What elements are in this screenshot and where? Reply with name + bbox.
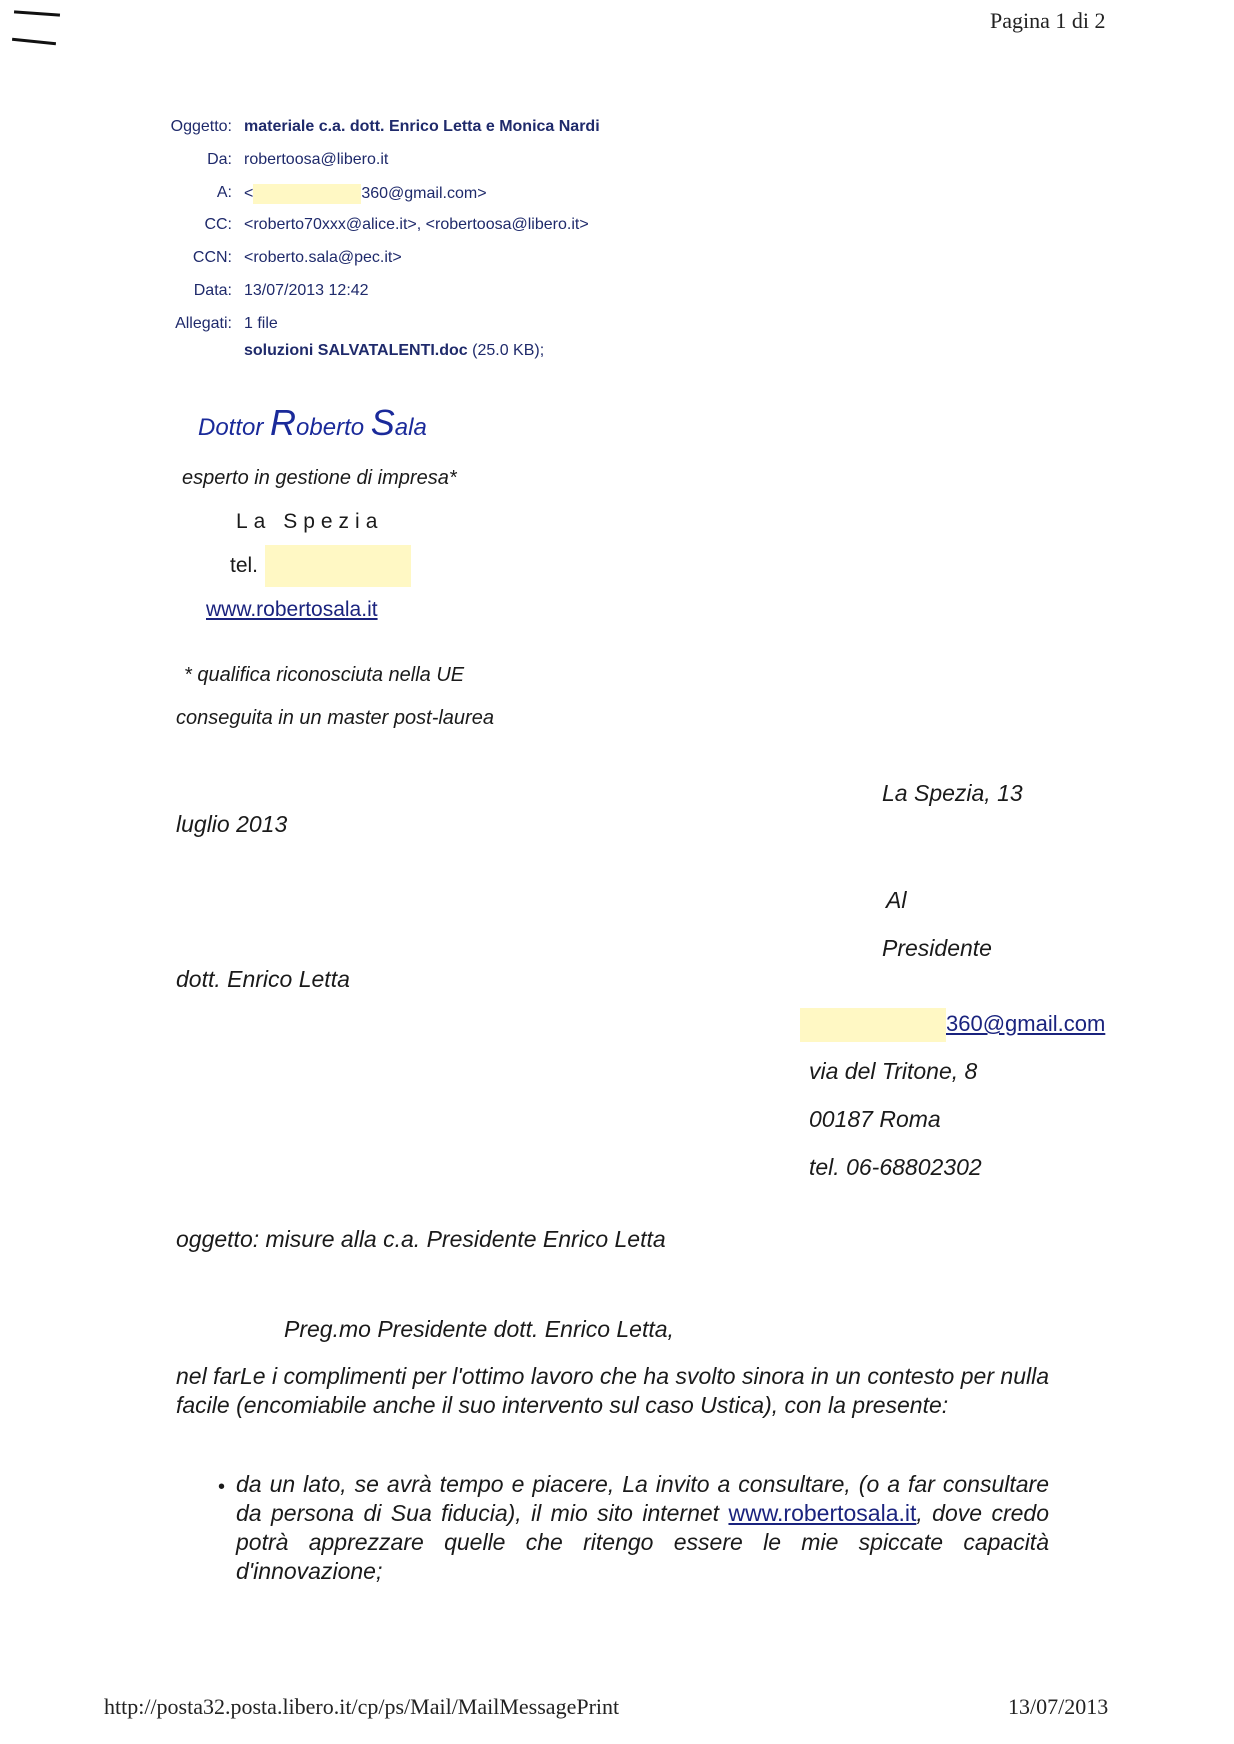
cc-label: CC: <box>204 216 232 233</box>
address-tel: tel. 06-68802302 <box>809 1154 982 1180</box>
bullet-item-1 <box>236 1470 1049 1586</box>
letter-salutation: Preg.mo Presidente dott. Enrico Letta, <box>284 1316 674 1342</box>
sender-role: esperto in gestione di impresa* <box>182 467 457 489</box>
date-label: Data: <box>193 282 232 299</box>
to-address: 360@gmail.com> <box>361 185 487 203</box>
subject-label: Oggetto: <box>170 118 232 135</box>
sender-name <box>198 402 427 444</box>
attachment-name: soluzioni SALVATALENTI.doc <box>244 342 468 359</box>
sender-website-link[interactable]: www.robertosala.it <box>206 598 378 621</box>
bullet-website-link[interactable]: www.robertosala.it <box>728 1500 917 1526</box>
bullet-text-before: da un lato, se avrà tempo e piacere, La invito a consultare, (o a far consultare da persona di Sua fiducia), il mio sito internet <box>236 1471 1049 1526</box>
attachments-count: 1 file <box>244 315 278 332</box>
recipient-al: Al <box>886 887 907 913</box>
to-prefix: < <box>244 185 254 203</box>
letter-date-part1: La Spezia, 13 <box>882 780 1023 806</box>
address-street: via del Tritone, 8 <box>809 1058 978 1084</box>
footer-date: 13/07/2013 <box>1008 1694 1109 1719</box>
sender-title: Dottor <box>198 414 271 441</box>
body-paragraph: nel farLe i complimenti per l'ottimo lavoro che ha svolto sinora in un contesto per nulla facile (encomiabile anche il suo intervento sul caso Ustica), con la presente: <box>176 1363 1049 1418</box>
qualification-note-1: * qualifica riconosciuta nella UE <box>184 664 465 686</box>
sender-city: La Spezia <box>236 510 384 533</box>
sender-first-initial: R <box>270 402 297 443</box>
tel-redaction <box>265 545 411 587</box>
attachments-label: Allegati: <box>175 315 232 332</box>
sender-last-rest: ala <box>394 414 427 441</box>
sender-tel-label: tel. <box>230 554 259 577</box>
sender-last-initial: S <box>370 402 395 443</box>
letter-date-part2: luglio 2013 <box>176 811 288 837</box>
bullet-marker: • <box>218 1476 226 1498</box>
sender-first-rest: oberto <box>296 414 371 441</box>
letter-subject: oggetto: misure alla c.a. Presidente Enrico Letta <box>176 1226 666 1252</box>
from-label: Da: <box>207 151 232 168</box>
recipient-email-link[interactable]: 360@gmail.com <box>946 1011 1106 1036</box>
to-value <box>244 184 487 204</box>
address-city: 00187 Roma <box>809 1106 941 1132</box>
scan-mark-top <box>14 10 60 16</box>
recipient-title: Presidente <box>882 935 992 961</box>
redaction-highlight <box>253 184 361 204</box>
bullet-text-after: , dove credo potrà apprezzare quelle che ritengo essere le mie spiccate capacità d'innovazione; <box>236 1500 1049 1584</box>
from-value: robertoosa@libero.it <box>244 151 389 168</box>
scan-mark-bottom <box>12 38 56 46</box>
attachment-size: (25.0 KB); <box>467 342 545 359</box>
qualification-note-2: conseguita in un master post-laurea <box>176 707 494 729</box>
recipient-name: dott. Enrico Letta <box>176 966 350 992</box>
page-number: Pagina 1 di 2 <box>990 8 1106 33</box>
recipient-email-redaction <box>800 1008 946 1042</box>
date-value: 13/07/2013 12:42 <box>244 282 369 299</box>
subject-value: materiale c.a. dott. Enrico Letta e Monica Nardi <box>244 118 600 135</box>
attachment-item[interactable] <box>244 342 544 360</box>
bcc-label: CCN: <box>192 249 232 266</box>
footer-url: http://posta32.posta.libero.it/cp/ps/Mail/MailMessagePrint <box>104 1694 620 1719</box>
bcc-value: <roberto.sala@pec.it> <box>244 249 402 266</box>
cc-value: <roberto70xxx@alice.it>, <robertoosa@libero.it> <box>244 216 589 233</box>
to-label: A: <box>216 184 232 201</box>
